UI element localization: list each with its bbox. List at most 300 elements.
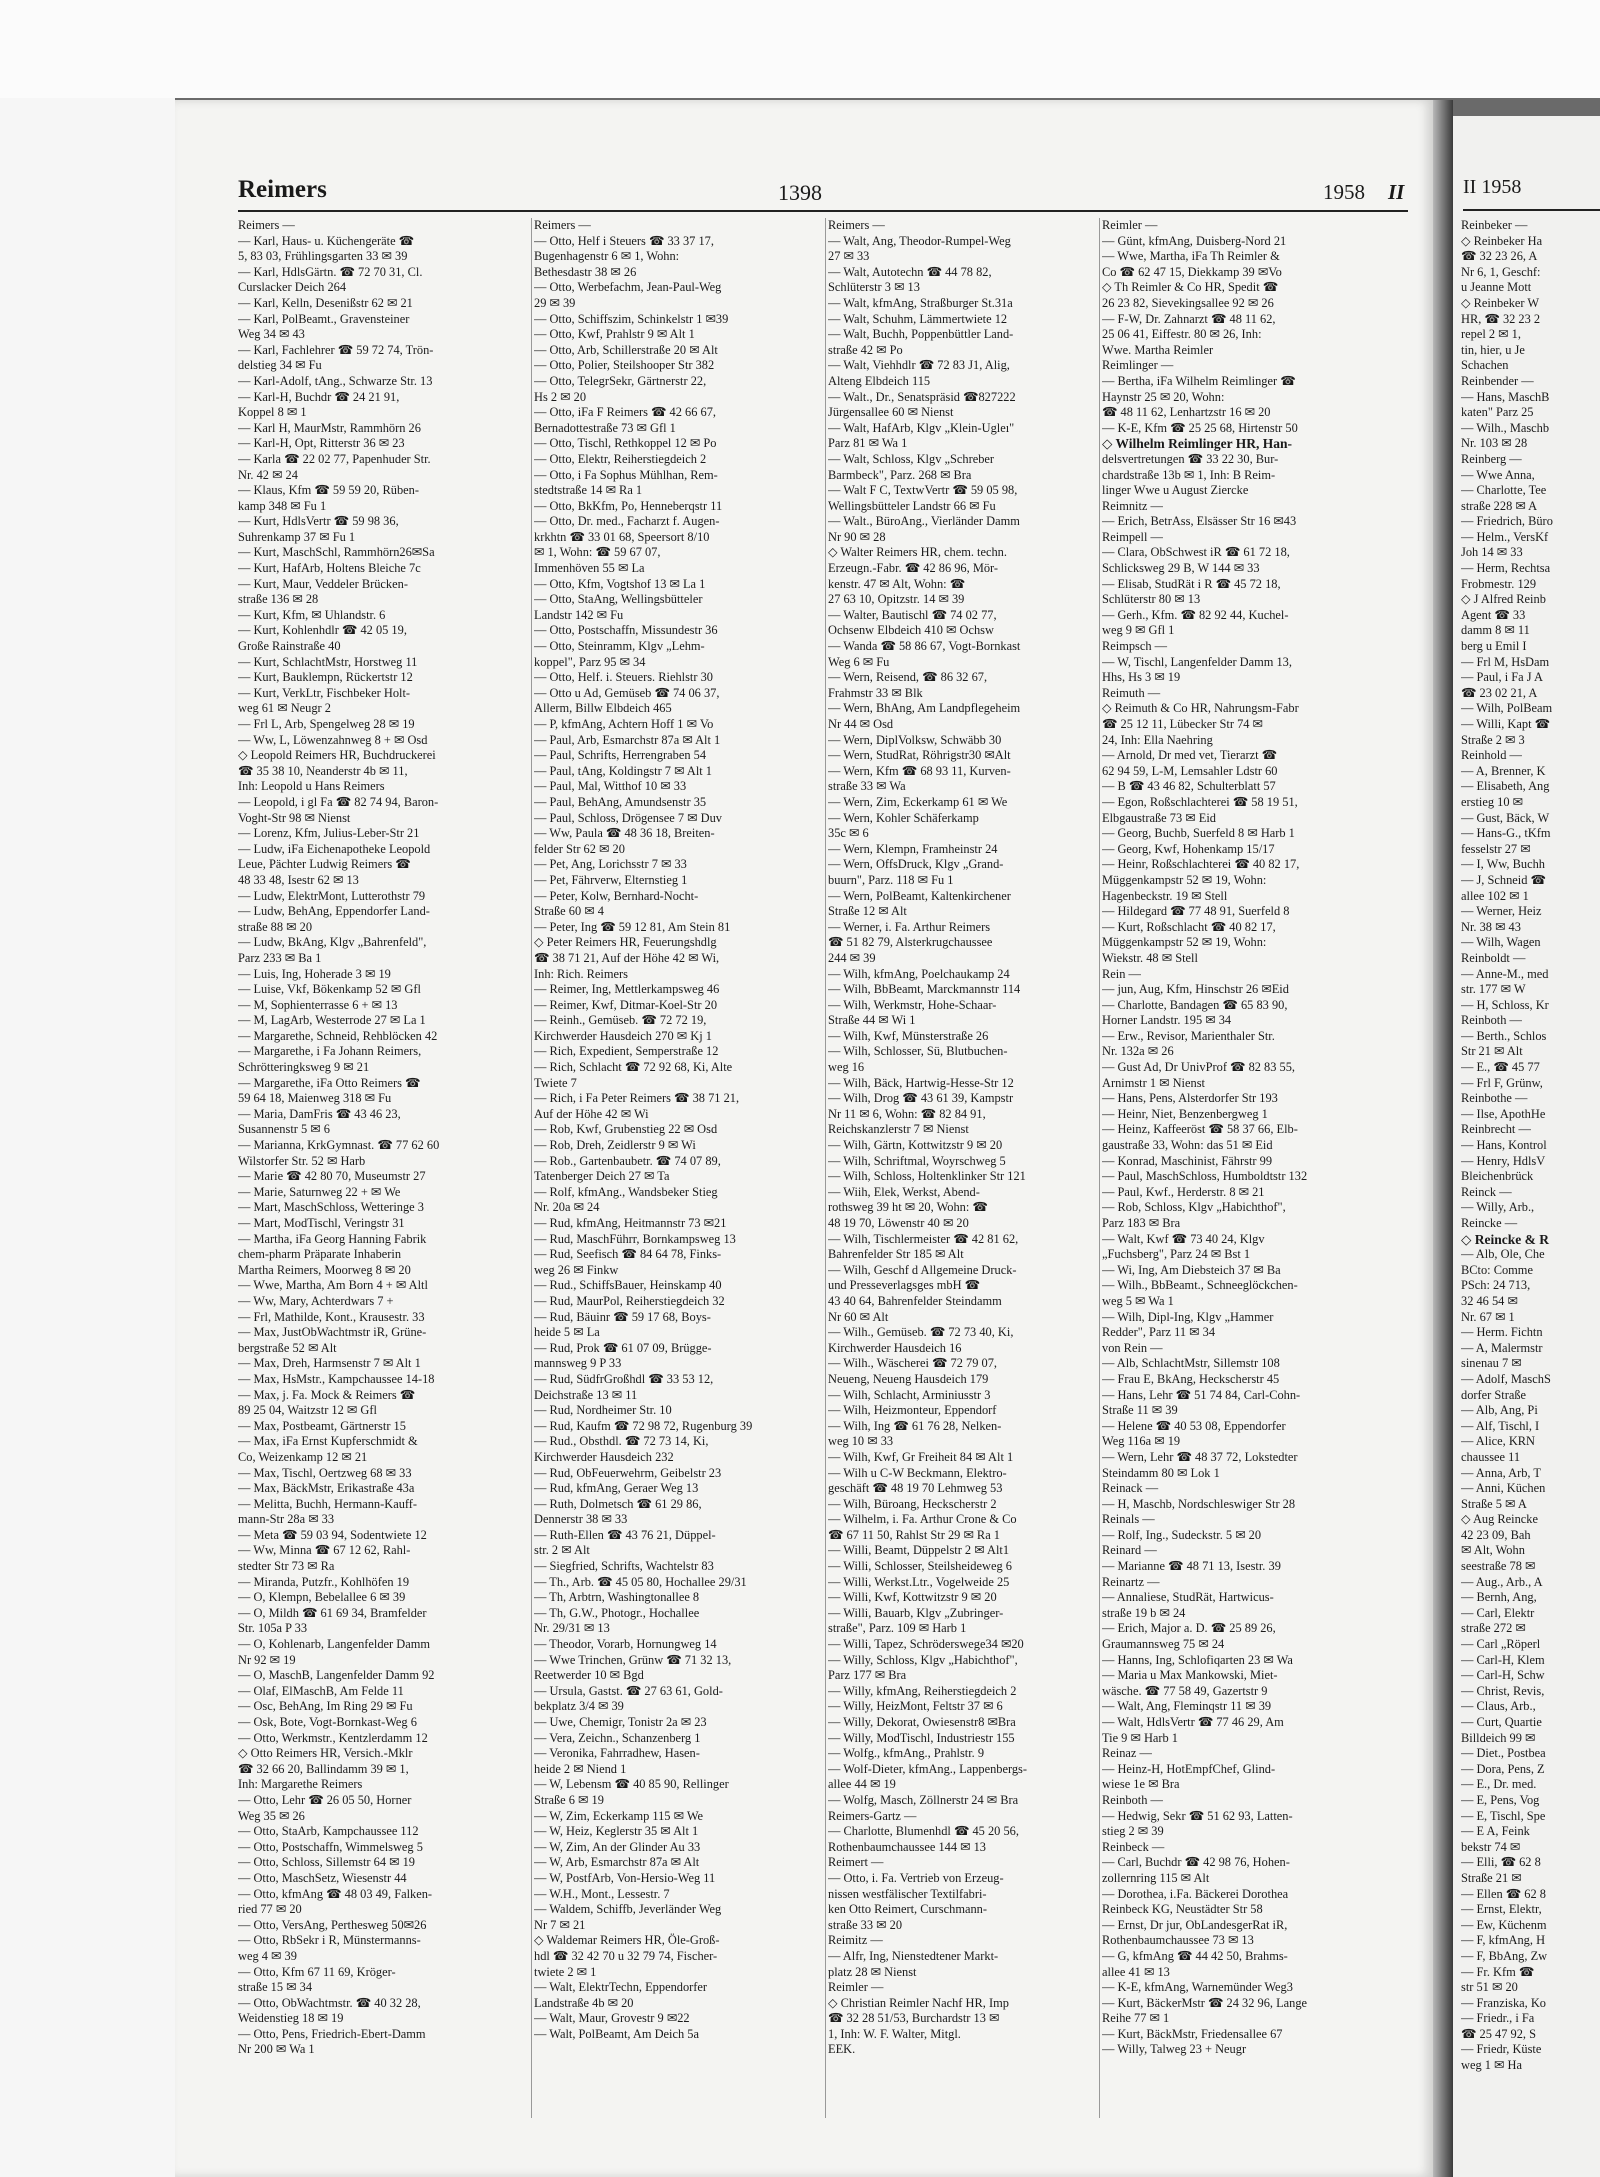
directory-entry-line: — Kurt, BäckMstr, Friedensallee 67 (1102, 2026, 1283, 2041)
directory-entry-line: — Wilh, Ing ☎ 61 76 28, Nelken- (828, 1418, 1002, 1433)
directory-entry-line: — Wern, Klempn, Framheinstr 24 (828, 841, 998, 856)
directory-entry-line: Redder", Parz 11 ✉ 34 (1102, 1325, 1216, 1340)
directory-entry-line: 27 ✉ 33 (828, 249, 870, 264)
directory-entry-line: — Karl-H, Opt, Ritterstr 36 ✉ 23 (238, 436, 405, 451)
directory-entry-line: Reetwerder 10 ✉ Bgd (534, 1668, 644, 1683)
directory-entry-line: — Paul, MaschSchloss, Humboldtstr 132 (1102, 1169, 1308, 1184)
directory-entry-line: 89 25 04, Waitzstr 12 ✉ Gfl (238, 1403, 377, 1418)
directory-entry-line: krkhtn ☎ 33 01 68, Speersort 8/10 (534, 529, 710, 544)
directory-entry-line: — Walt, Schloss, Klgv „Schreber (828, 451, 995, 466)
directory-entry-line: — Luis, Ing, Hoherade 3 ✉ 19 (238, 966, 391, 981)
directory-entry-line: — Otto, BkKfm, Po, Henneberqstr 11 (534, 498, 723, 513)
directory-entry-line: straße 33 ✉ 20 (828, 1917, 903, 1932)
directory-entry-line: weg 16 (828, 1060, 865, 1075)
directory-entry-line: — Rich, Schlacht ☎ 72 92 68, Ki, Alte (534, 1060, 733, 1075)
directory-entry-line: bekstr 74 ✉ (1461, 1839, 1521, 1854)
directory-entry-line: — Willy, Arb., (1461, 1200, 1535, 1215)
directory-entry-line: stedter Str 73 ✉ Ra (238, 1559, 335, 1574)
directory-entry-line: straße", Parz. 109 ✉ Harb 1 (828, 1621, 967, 1636)
directory-entry-line: Wilstorfer Str. 52 ✉ Harb (238, 1153, 366, 1168)
directory-entry-line: — Wern, Zim, Eckerkamp 61 ✉ We (828, 794, 1008, 809)
directory-entry-line: — Otto, i. Fa. Vertrieb von Erzeug- (828, 1870, 1004, 1885)
book-gutter (1433, 100, 1453, 2177)
surname-heading: Reimers — (238, 218, 295, 232)
directory-entry-line: Immenhöven 55 ✉ La (534, 561, 645, 576)
directory-entry-line: — O, Klempn, Bebelallee 6 ✉ 39 (238, 1590, 406, 1605)
directory-entry-line: — Paul, tAng, Koldingstr 7 ✉ Alt 1 (534, 763, 713, 778)
directory-entry-line: — Wanda ☎ 58 86 67, Vogt-Bornkast (828, 639, 1021, 654)
directory-entry-line: — E, Pens, Vog (1461, 1792, 1540, 1807)
directory-entry-line: Straße 12 ✉ Alt (828, 904, 907, 919)
directory-entry-line: 42 23 09, Bah (1461, 1527, 1531, 1542)
directory-entry-line: Straße 5 ✉ A (1461, 1496, 1527, 1511)
directory-entry-line: — Hans, Lehr ☎ 51 74 84, Carl-Cohn- (1102, 1387, 1301, 1402)
directory-entry-line: kamp 348 ✉ Fu 1 (238, 498, 327, 513)
directory-entry-line: rothsweg 39 ht ✉ 20, Wohn: ☎ (828, 1200, 988, 1215)
directory-entry-line: weg 1 ✉ Ha (1461, 2058, 1522, 2073)
directory-entry-line: — W, Lebensm ☎ 40 85 90, Rellinger (534, 1777, 729, 1792)
directory-entry-line: — Willy, Schloss, Klgv „Habichthof", (828, 1652, 1018, 1667)
directory-entry-line: — Rud, Kaufm ☎ 72 98 72, Rugenburg 39 (534, 1418, 753, 1433)
directory-entry-line: — E A, Feink (1461, 1824, 1530, 1839)
directory-entry-line: — Martha, iFa Georg Hanning Fabrik (238, 1231, 427, 1246)
directory-entry-line: — Otto, Helf. i. Steuers. Riehlstr 30 (534, 670, 713, 685)
surname-heading: Reinhold — (1461, 748, 1522, 763)
directory-entry-line: — Bernh, Ang, (1461, 1590, 1537, 1605)
directory-entry-line: — Wilh., Wäscherei ☎ 72 79 07, (828, 1356, 997, 1371)
directory-entry-line: — Rud, Bäuinr ☎ 59 17 68, Boys- (534, 1309, 711, 1324)
directory-entry-line: — Veronika, Fahrradhew, Hasen- (534, 1746, 700, 1761)
directory-entry-line: — Peter, Ing ☎ 59 12 81, Am Stein 81 (534, 919, 731, 934)
directory-entry-line: Straße 21 ✉ (1461, 1870, 1522, 1885)
surname-heading: Reimpell — (1102, 529, 1163, 544)
directory-entry-line: ✉ Alt, Wohn (1461, 1543, 1525, 1558)
directory-entry-line: — J, Schneid ☎ (1461, 872, 1546, 887)
surname-heading: Reinbender — (1461, 373, 1534, 388)
directory-entry-line: — Th., Arb. ☎ 45 05 80, Hochallee 29/31 (534, 1574, 747, 1589)
surname-heading: Rein — (1102, 966, 1141, 981)
directory-entry-line: straße 136 ✉ 28 (238, 592, 319, 607)
directory-entry-line: — Wilh, BbBeamt, Marckmannstr 114 (828, 982, 1021, 997)
directory-entry-line: Kirchwerder Hausdeich 270 ✉ Kj 1 (534, 1028, 712, 1043)
directory-entry-line: — Walt, ElektrTechn, Eppendorfer (534, 1980, 708, 1995)
directory-entry-line: Landstr 142 ✉ Fu (534, 607, 624, 622)
directory-entry-line: 1, Inh: W. F. Walter, Mitgl. (828, 2026, 961, 2041)
directory-entry-line: heide 5 ✉ La (534, 1325, 600, 1340)
directory-entry-line: twiete 2 ✉ 1 (534, 1964, 597, 1979)
directory-entry-line: — Walt, Buchh, Poppenbüttler Land- (828, 327, 1014, 342)
directory-entry-line: — Wwe Anna, (1461, 467, 1535, 482)
directory-entry-line: — Gerh., Kfm. ☎ 82 92 44, Kuchel- (1102, 607, 1289, 622)
directory-entry-line: Ochsenw Elbdeich 410 ✉ Ochsw (828, 623, 994, 638)
directory-entry-line: — Kurt, HdlsVertr ☎ 59 98 36, (238, 514, 399, 529)
directory-entry-line: — Waldem, Schiffb, Jeverländer Weg (534, 1902, 722, 1917)
directory-entry-line: — Ww, Paula ☎ 48 36 18, Breiten- (534, 826, 715, 841)
directory-entry-line: 26 23 82, Sievekingsallee 92 ✉ 26 (1102, 295, 1274, 310)
directory-entry-line: ◇ J Alfred Reinb (1461, 592, 1546, 607)
directory-entry-line: — Otto, StaArb, Kampchaussee 112 (238, 1824, 419, 1839)
directory-entry-line: — Karl, HdlsGärtn. ☎ 72 70 31, Cl. (238, 264, 423, 279)
directory-entry-line: — W.H., Mont., Lessestr. 7 (534, 1886, 670, 1901)
directory-entry-line: — Arnold, Dr med vet, Tierarzt ☎ (1102, 748, 1278, 763)
directory-entry-line: Co, Weizenkamp 12 ✉ 21 (238, 1449, 368, 1464)
directory-entry-line: — P, kfmAng, Achtern Hoff 1 ✉ Vo (534, 717, 714, 731)
running-head-name: Reimers (238, 176, 327, 203)
directory-entry-line: ☎ 35 38 10, Neanderstr 4b ✉ 11, (238, 763, 408, 778)
directory-entry-line: — Walt., Dr., Senatspräsid ☎827222 (828, 389, 1016, 404)
directory-entry-line: Agent ☎ 33 (1461, 607, 1526, 622)
volume-number: II (1388, 180, 1405, 204)
directory-entry-line: Tie 9 ✉ Harb 1 (1102, 1730, 1179, 1745)
directory-entry-line: — H, Schloss, Kr (1461, 997, 1549, 1012)
directory-entry-line: ◇ Wilhelm Reimlinger HR, Han- (1102, 436, 1293, 452)
directory-entry-line: — Erich, BetrAss, Elsässer Str 16 ✉43 (1102, 514, 1297, 529)
directory-entry-line: — Rich, i Fa Peter Reimers ☎ 38 71 21, (534, 1091, 740, 1106)
directory-entry-line: allee 44 ✉ 19 (828, 1777, 896, 1792)
directory-entry-line: 35c ✉ 6 (828, 826, 869, 841)
directory-entry-line: — Wilh, Bäck, Hartwig-Hesse-Str 12 (828, 1075, 1014, 1090)
directory-entry-line: — Alb, Ole, Che (1461, 1247, 1545, 1262)
directory-entry-line: — Karl, PolBeamt., Gravensteiner (238, 311, 410, 326)
directory-entry-line: — Elisab, StudRät i R ☎ 45 72 18, (1102, 576, 1281, 591)
directory-entry-line: — Otto, Dr. med., Facharzt f. Augen- (534, 514, 720, 529)
directory-entry-line: straße 272 ✉ (1461, 1621, 1526, 1636)
directory-entry-line: — Marianne ☎ 48 71 13, Isestr. 39 (1102, 1559, 1281, 1574)
directory-entry-line: — Kurt, BäckerMstr ☎ 24 32 96, Lange (1102, 1995, 1308, 2010)
directory-entry-line: — Willy, Dekorat, Owiesenstr8 ✉Bra (828, 1715, 1016, 1729)
directory-entry-line: — Alf, Tischl, I (1461, 1418, 1540, 1433)
directory-entry-line: — Reimer, Ing, Mettlerkampsweg 46 (534, 982, 720, 997)
directory-entry-line: — Ludw, BehAng, Eppendorfer Land- (238, 904, 430, 919)
directory-entry-line: — Wilhelm, i. Fa. Arthur Crone & Co (828, 1512, 1017, 1527)
directory-entry-line: — Otto, iFa F Reimers ☎ 42 66 67, (534, 405, 717, 420)
directory-entry-line: ☎ 25 12 11, Lübecker Str 74 ✉ (1102, 717, 1263, 731)
directory-entry-line: Elbgaustraße 73 ✉ Eid (1102, 810, 1216, 825)
directory-entry-line: erstieg 10 ✉ (1461, 794, 1523, 809)
directory-entry-line: ◇ Walter Reimers HR, chem. techn. (828, 545, 1007, 560)
directory-entry-line: — Wilh, kfmAng, Poelchaukamp 24 (828, 966, 1010, 981)
directory-entry-line: — Wilh, Schlacht, Arminiusstr 3 (828, 1387, 991, 1402)
directory-entry-line: Koppel 8 ✉ 1 (238, 405, 307, 420)
directory-entry-line: Nr. 132a ✉ 26 (1102, 1044, 1174, 1059)
directory-entry-line: — Walt, Ang, Theodor-Rumpel-Weg (828, 233, 1011, 248)
directory-entry-line: — W, Tischl, Langenfelder Damm 13, (1102, 654, 1292, 669)
directory-entry-line: tin, hier, u Je (1461, 342, 1525, 357)
directory-entry-line: — Walt, PolBeamt, Am Deich 5a (534, 2026, 699, 2041)
directory-entry-line: 5, 83 03, Frühlingsgarten 33 ✉ 39 (238, 249, 408, 264)
directory-entry-line: Wellingsbütteler Landstr 66 ✉ Fu (828, 498, 996, 513)
directory-entry-line: — Kurt, Maur, Veddeler Brücken- (238, 576, 408, 591)
directory-entry-line: — Kurt, MaschSchl, Rammhörn26✉Sa (238, 545, 435, 560)
directory-entry-line: — Ruth-Ellen ☎ 43 76 21, Düppel- (534, 1527, 716, 1542)
directory-entry-line: — Rud, Seefisch ☎ 84 64 78, Finks- (534, 1247, 722, 1262)
directory-entry-line: — Rob, Schloss, Klgv „Habichthof", (1102, 1200, 1286, 1215)
directory-entry-line: ◇ Otto Reimers HR, Versich.-Mklr (238, 1746, 413, 1761)
directory-entry-line: Rothenbaumchaussee 73 ✉ 13 (1102, 1933, 1254, 1948)
directory-entry-line: — Karl-H, Buchdr ☎ 24 21 91, (238, 389, 400, 404)
directory-entry-line: — Rob, Kwf, Grubenstieg 22 ✉ Osd (534, 1122, 718, 1137)
directory-entry-line: dorfer Straße (1461, 1387, 1527, 1402)
directory-entry-line: — Walt, Ang, Fleminqstr 11 ✉ 39 (1102, 1699, 1272, 1714)
directory-entry-line: — Max, JustObWachtmstr iR, Grüne- (238, 1325, 427, 1340)
directory-entry-line: — Otto, Lehr ☎ 26 05 50, Horner (238, 1792, 412, 1807)
directory-entry-line: — Willy, kfmAng, Reiherstiegdeich 2 (828, 1683, 1017, 1698)
directory-entry-line: — Hans-G., tKfm (1461, 826, 1551, 841)
directory-entry-line: Rothenbaumchaussee 144 ✉ 13 (828, 1839, 987, 1854)
directory-entry-line: Frobmestr. 129 (1461, 576, 1537, 591)
directory-entry-line: — Wilh, Drog ☎ 43 61 39, Kampstr (828, 1091, 1014, 1106)
directory-entry-line: mann-Str 28a ✉ 33 (238, 1512, 335, 1527)
directory-entry-line: — Otto, Arb, Schillerstraße 20 ✉ Alt (534, 342, 718, 357)
directory-entry-line: — Wern, StudRat, Röhrigstr30 ✉Alt (828, 748, 1011, 763)
directory-entry-line: Horner Landstr. 195 ✉ 34 (1102, 1013, 1232, 1028)
directory-entry-line: — Ww, Mary, Achterdwars 7 + (238, 1293, 394, 1308)
directory-entry-line: geschäft ☎ 48 19 70 Lehmweg 53 (828, 1481, 1003, 1496)
directory-entry-line: — Heinz-H, HotEmpfChef, Glind- (1102, 1761, 1276, 1776)
directory-entry-line: str. 177 ✉ W (1461, 982, 1526, 997)
directory-entry-line: Inh: Leopold u Hans Reimers (238, 779, 385, 794)
directory-entry-line: — Paul, Kwf., Herderstr. 8 ✉ 21 (1102, 1184, 1265, 1199)
directory-entry-line: — jun, Aug, Kfm, Hinschstr 26 ✉Eid (1102, 982, 1289, 997)
directory-entry-line: — Uwe, Chemigr, Tonistr 2a ✉ 23 (534, 1715, 707, 1729)
directory-entry-line: — W, Heiz, Keglerstr 35 ✉ Alt 1 (534, 1824, 699, 1839)
directory-entry-line: — Willy, Talweg 23 + Neugr (1102, 2042, 1247, 2057)
directory-entry-line: Allerm, Billw Elbdeich 465 (534, 701, 672, 716)
directory-entry-line: — Ruth, Dolmetsch ☎ 61 29 86, (534, 1496, 702, 1511)
directory-entry-line: — Willi, Beamt, Düppelstr 2 ✉ Alt1 (828, 1543, 1010, 1558)
directory-entry-line: — Erw., Revisor, Marienthaler Str. (1102, 1028, 1275, 1043)
directory-entry-line: — Carl „Röperl (1461, 1637, 1541, 1652)
directory-entry-line: — Wilh, Schlosser, Sü, Blutbuchen- (828, 1044, 1008, 1059)
directory-entry-line: mannsweg 9 P 33 (534, 1356, 622, 1371)
directory-entry-line: — Paul, BehAng, Amundsenstr 35 (534, 794, 707, 809)
surname-heading: Reimitz — (828, 1933, 883, 1948)
directory-entry-line: — Max, HsMstr., Kampchaussee 14-18 (238, 1371, 435, 1386)
column-separator (1099, 218, 1100, 2118)
directory-entry-line: — Otto, TelegrSekr, Gärtnerstr 22, (534, 373, 707, 388)
directory-entry-line: — Hedwig, Sekr ☎ 51 62 93, Latten- (1102, 1808, 1293, 1823)
directory-entry-line: Alteng Elbdeich 115 (828, 373, 931, 388)
directory-entry-line: — Wern, Reisend, ☎ 86 32 67, (828, 670, 988, 685)
directory-entry-line: Kirchwerder Hausdeich 232 (534, 1449, 674, 1464)
directory-entry-line: — Rud, MaurPol, Reiherstiegdeich 32 (534, 1293, 725, 1308)
surname-heading: Reimert — (828, 1855, 884, 1870)
directory-entry-line: — A, Brenner, K (1461, 763, 1546, 778)
directory-entry-line: — Walt, HdlsVertr ☎ 77 46 29, Am (1102, 1715, 1284, 1729)
directory-entry-line: straße 228 ✉ A (1461, 498, 1538, 513)
directory-column-2 (534, 218, 822, 2123)
directory-entry-line: repel 2 ✉ 1, (1461, 327, 1521, 342)
directory-entry-line: — Karl, Fachlehrer ☎ 59 72 74, Trön- (238, 342, 434, 357)
directory-entry-line: — Diet., Postbea (1461, 1746, 1546, 1761)
directory-entry-line: Straße 6 ✉ 19 (534, 1792, 604, 1807)
directory-entry-line: heide 2 ✉ Niend 1 (534, 1761, 627, 1776)
directory-entry-line: — Willi, Schlosser, Steilsheideweg 6 (828, 1559, 1012, 1574)
directory-entry-line: — Maria u Max Mankowski, Miet- (1102, 1668, 1278, 1683)
directory-entry-line: — K-E, kfmAng, Warnemünder Weg3 (1102, 1980, 1293, 1995)
directory-entry-line: — Wilh, Schloss, Holtenklinker Str 121 (828, 1169, 1026, 1184)
directory-entry-line: — Wwe, Martha, iFa Th Reimler & (1102, 249, 1280, 264)
directory-entry-line: Reihe 77 ✉ 1 (1102, 2011, 1170, 2026)
directory-entry-line: — Frl F, Grünw, (1461, 1075, 1543, 1090)
directory-entry-line: — Wilh, Büroang, Heckscherstr 2 (828, 1496, 997, 1511)
directory-entry-line: — Helene ☎ 40 53 08, Eppendorfer (1102, 1418, 1286, 1433)
surname-heading: Reimler — (1102, 218, 1158, 232)
directory-entry-line: ☎ 67 11 50, Rahlst Str 29 ✉ Ra 1 (828, 1527, 1000, 1542)
directory-entry-line: — E., ☎ 45 77 (1461, 1060, 1540, 1075)
directory-entry-line: Schachen (1461, 358, 1509, 373)
directory-entry-line: — Otto, Kwf, Prahlstr 9 ✉ Alt 1 (534, 327, 695, 342)
directory-column-1 (238, 218, 526, 2123)
directory-entry-line: — Wilh, Kwf, Münsterstraße 26 (828, 1028, 989, 1043)
directory-entry-line: 32 46 54 ✉ (1461, 1293, 1518, 1308)
directory-entry-line: 244 ✉ 39 (828, 950, 876, 965)
directory-entry-line: bergstraße 52 ✉ Alt (238, 1340, 337, 1355)
surname-heading: Reimler — (828, 1980, 884, 1995)
directory-entry-line: 25 06 41, Eiffestr. 80 ✉ 26, Inh: (1102, 327, 1262, 342)
directory-entry-line: ◇ Christian Reimler Nachf HR, Imp (828, 1995, 1009, 2010)
directory-entry-line: Nr. 103 ✉ 28 (1461, 436, 1528, 451)
directory-entry-line: — Egon, Roßschlachterei ☎ 58 19 51, (1102, 794, 1298, 809)
directory-entry-line: — Marie, Saturnweg 22 + ✉ We (238, 1184, 401, 1199)
directory-entry-line: — Heinr, Niet, Benzenbergweg 1 (1102, 1106, 1268, 1121)
directory-entry-line: — Wilh, Heizmonteur, Eppendorf (828, 1403, 997, 1418)
directory-entry-line: — Charlotte, Bandagen ☎ 65 83 90, (1102, 997, 1288, 1012)
directory-entry-line: — Kurt, VerkLtr, Fischbeker Holt- (238, 685, 411, 700)
directory-entry-line: Nr. 29/31 ✉ 13 (534, 1621, 610, 1636)
directory-entry-line: — Ernst, Elektr, (1461, 1902, 1542, 1917)
directory-entry-line: str. 2 ✉ Alt (534, 1543, 590, 1558)
directory-entry-line: straße 42 ✉ Po (828, 342, 903, 357)
directory-entry-line: Straße 60 ✉ 4 (534, 904, 604, 919)
directory-entry-line: — Max, BäckMstr, Erikastraße 43a (238, 1481, 415, 1496)
directory-entry-line: — Ww, L, Löwenzahnweg 8 + ✉ Osd (238, 732, 428, 747)
directory-entry-line: — Willi, Tapez, Schröderswege34 ✉20 (828, 1637, 1024, 1652)
directory-entry-line: delstieg 34 ✉ Fu (238, 358, 322, 373)
directory-column-3 (828, 218, 1116, 2123)
directory-entry-line: Susannenstr 5 ✉ 6 (238, 1122, 330, 1137)
directory-entry-line: — Osc, BehAng, Im Ring 29 ✉ Fu (238, 1699, 413, 1714)
directory-entry-line: — Ew, Küchenm (1461, 1917, 1547, 1932)
directory-entry-line: — Wern, Kohler Schäferkamp (828, 810, 979, 825)
directory-entry-line: — Willi, Werkst.Ltr., Vogelweide 25 (828, 1574, 1010, 1589)
directory-entry-line: — Kurt, SchlachtMstr, Horstweg 11 (238, 654, 418, 669)
directory-entry-line: felder Str 62 ✉ 20 (534, 841, 625, 856)
directory-entry-line: — Otto, kfmAng ☎ 48 03 49, Falken- (238, 1886, 433, 1901)
directory-entry-line: — Frl L, Arb, Spengelweg 28 ✉ 19 (238, 717, 415, 731)
surname-heading: Reimers-Gartz — (828, 1808, 917, 1823)
directory-entry-line: — Günt, kfmAng, Duisberg-Nord 21 (1102, 233, 1287, 248)
directory-entry-line: hdl ☎ 32 42 70 u 32 79 74, Fischer- (534, 1948, 718, 1963)
directory-entry-line: — I, Ww, Buchh (1461, 857, 1545, 872)
directory-entry-line: — Walt, Autotechn ☎ 44 78 82, (828, 264, 992, 279)
directory-entry-line: — Osk, Bote, Vogt-Bornkast-Weg 6 (238, 1715, 417, 1729)
directory-entry-line: — Marianna, KrkGymnast. ☎ 77 62 60 (238, 1138, 440, 1153)
directory-entry-line: — Willi, Kwf, Kottwitzstr 9 ✉ 20 (828, 1590, 997, 1605)
directory-entry-line: — Kurt, Bauklempn, Rückertstr 12 (238, 670, 413, 685)
directory-entry-line: — Reimer, Kwf, Ditmar-Koel-Str 20 (534, 997, 718, 1012)
directory-entry-line: — Walt., BüroAng., Vierländer Damm (828, 514, 1020, 529)
directory-entry-line: — Maria, DamFris ☎ 43 46 23, (238, 1106, 401, 1121)
directory-entry-line: — Wern, Kfm ☎ 68 93 11, Kurven- (828, 763, 1011, 778)
directory-entry-line: ☎ 23 02 21, A (1461, 685, 1538, 700)
directory-entry-line: — Dora, Pens, Z (1461, 1761, 1545, 1776)
directory-entry-line: — Max, iFa Ernst Kupferschmidt & (238, 1434, 418, 1449)
directory-entry-line: ☎ 25 47 92, S (1461, 2026, 1536, 2041)
directory-entry-line: — Carl, Buchdr ☎ 42 98 76, Hohen- (1102, 1855, 1290, 1870)
directory-entry-line: katen" Parz 25 (1461, 405, 1534, 420)
directory-entry-line: — Willi, Kapt ☎ (1461, 717, 1551, 731)
directory-entry-line: — Gust, Bäck, W (1461, 810, 1550, 825)
directory-entry-line: — Rob, Dreh, Zeidlerstr 9 ✉ Wi (534, 1138, 696, 1153)
directory-entry-line: — Walter, Bautischl ☎ 74 02 77, (828, 607, 997, 622)
directory-entry-line: Twiete 7 (534, 1075, 577, 1090)
directory-entry-line: Weg 35 ✉ 26 (238, 1808, 305, 1823)
directory-entry-line: — Otto, i Fa Sophus Mühlhan, Rem- (534, 467, 718, 482)
directory-entry-line: 29 ✉ 39 (534, 295, 576, 310)
directory-entry-line: — Rud, MaschFührr, Bornkampsweg 13 (534, 1231, 736, 1246)
directory-column-4 (1102, 218, 1402, 2123)
directory-entry-line: — Rob., Gartenbaubetr. ☎ 74 07 89, (534, 1153, 721, 1168)
directory-entry-line: — Walt, Kwf ☎ 73 40 24, Klgv (1102, 1231, 1265, 1246)
directory-entry-line: — Rolf, kfmAng., Wandsbeker Stieg (534, 1184, 718, 1199)
directory-entry-line: koppel", Parz 95 ✉ 34 (534, 654, 646, 669)
surname-heading: Reinck — (1461, 1184, 1512, 1199)
directory-entry-line: — Max, Postbeamt, Gärtnerstr 15 (238, 1418, 406, 1433)
directory-entry-line: Co ☎ 62 47 15, Diekkamp 39 ✉Vo (1102, 264, 1282, 279)
directory-entry-line: Nr 60 ✉ Alt (828, 1309, 889, 1324)
directory-entry-line: — F, BbAng, Zw (1461, 1948, 1548, 1963)
directory-entry-line: Bahrenfelder Str 185 ✉ Alt (828, 1247, 964, 1262)
directory-entry-line: weg 10 ✉ 33 (828, 1434, 894, 1449)
directory-entry-line: straße 88 ✉ 20 (238, 919, 313, 934)
directory-entry-line: ◇ Aug Reincke (1461, 1512, 1538, 1527)
directory-entry-line: — Wwe Trinchen, Grünw ☎ 71 32 13, (534, 1652, 732, 1667)
directory-entry-line: allee 102 ✉ 1 (1461, 888, 1529, 903)
directory-entry-line: — Wern, Lehr ☎ 48 37 72, Lokstedter (1102, 1449, 1298, 1464)
surname-heading: Reinbeck — (1102, 1839, 1165, 1854)
surname-heading: Reinberg — (1461, 451, 1522, 466)
directory-entry-line: — Charlotte, Blumenhdl ☎ 45 20 56, (828, 1824, 1019, 1839)
directory-entry-line: — Carl-H, Schw (1461, 1668, 1545, 1683)
surname-heading: Reimnitz — (1102, 498, 1163, 513)
directory-entry-line: — Ilse, ApothHe (1461, 1106, 1546, 1121)
directory-entry-line: — Margarethe, Schneid, Rehblöcken 42 (238, 1028, 438, 1043)
directory-entry-line: Nr 200 ✉ Wa 1 (238, 2042, 315, 2057)
surname-heading: Reinbeker — (1461, 218, 1528, 232)
surname-heading: Reincke — (1461, 1216, 1518, 1230)
directory-entry-line: — Ludw, ElektrMont, Lutterothstr 79 (238, 888, 426, 903)
directory-entry-line: — Heinr, Roßschlachterei ☎ 40 82 17, (1102, 857, 1300, 872)
directory-entry-line: — Otto, Schloss, Sillemstr 64 ✉ 19 (238, 1855, 415, 1870)
directory-entry-line: ◇ Reinbeker Ha (1461, 233, 1543, 248)
directory-entry-line: — Wilh, Wagen (1461, 935, 1541, 950)
directory-entry-line: Str 21 ✉ Alt (1461, 1044, 1523, 1059)
directory-entry-line: — Karl, Haus- u. Küchengeräte ☎ (238, 233, 415, 248)
directory-entry-line: — Theodor, Vorarb, Hornungweg 14 (534, 1637, 717, 1652)
directory-entry-line: Neueng, Neueng Hausdeich 179 (828, 1371, 989, 1386)
directory-entry-line: — Ernst, Dr jur, ObLandesgerRat iR, (1102, 1917, 1288, 1932)
surname-heading: Reimers — (534, 218, 591, 232)
directory-entry-line: — Rud, Prok ☎ 61 07 09, Brügge- (534, 1340, 712, 1355)
surname-heading: Reinaz — (1102, 1746, 1152, 1761)
column-separator (531, 218, 532, 2118)
directory-entry-line: — Wern, BhAng, Am Landpflegeheim (828, 701, 1021, 716)
directory-entry-line: weg 5 ✉ Wa 1 (1102, 1293, 1174, 1308)
directory-entry-line: Große Rainstraße 40 (238, 639, 341, 654)
directory-entry-line: Müggenkampstr 52 ✉ 19, Wohn: (1102, 872, 1267, 887)
directory-entry-line: — Margarethe, i Fa Johann Reimers, (238, 1044, 422, 1059)
